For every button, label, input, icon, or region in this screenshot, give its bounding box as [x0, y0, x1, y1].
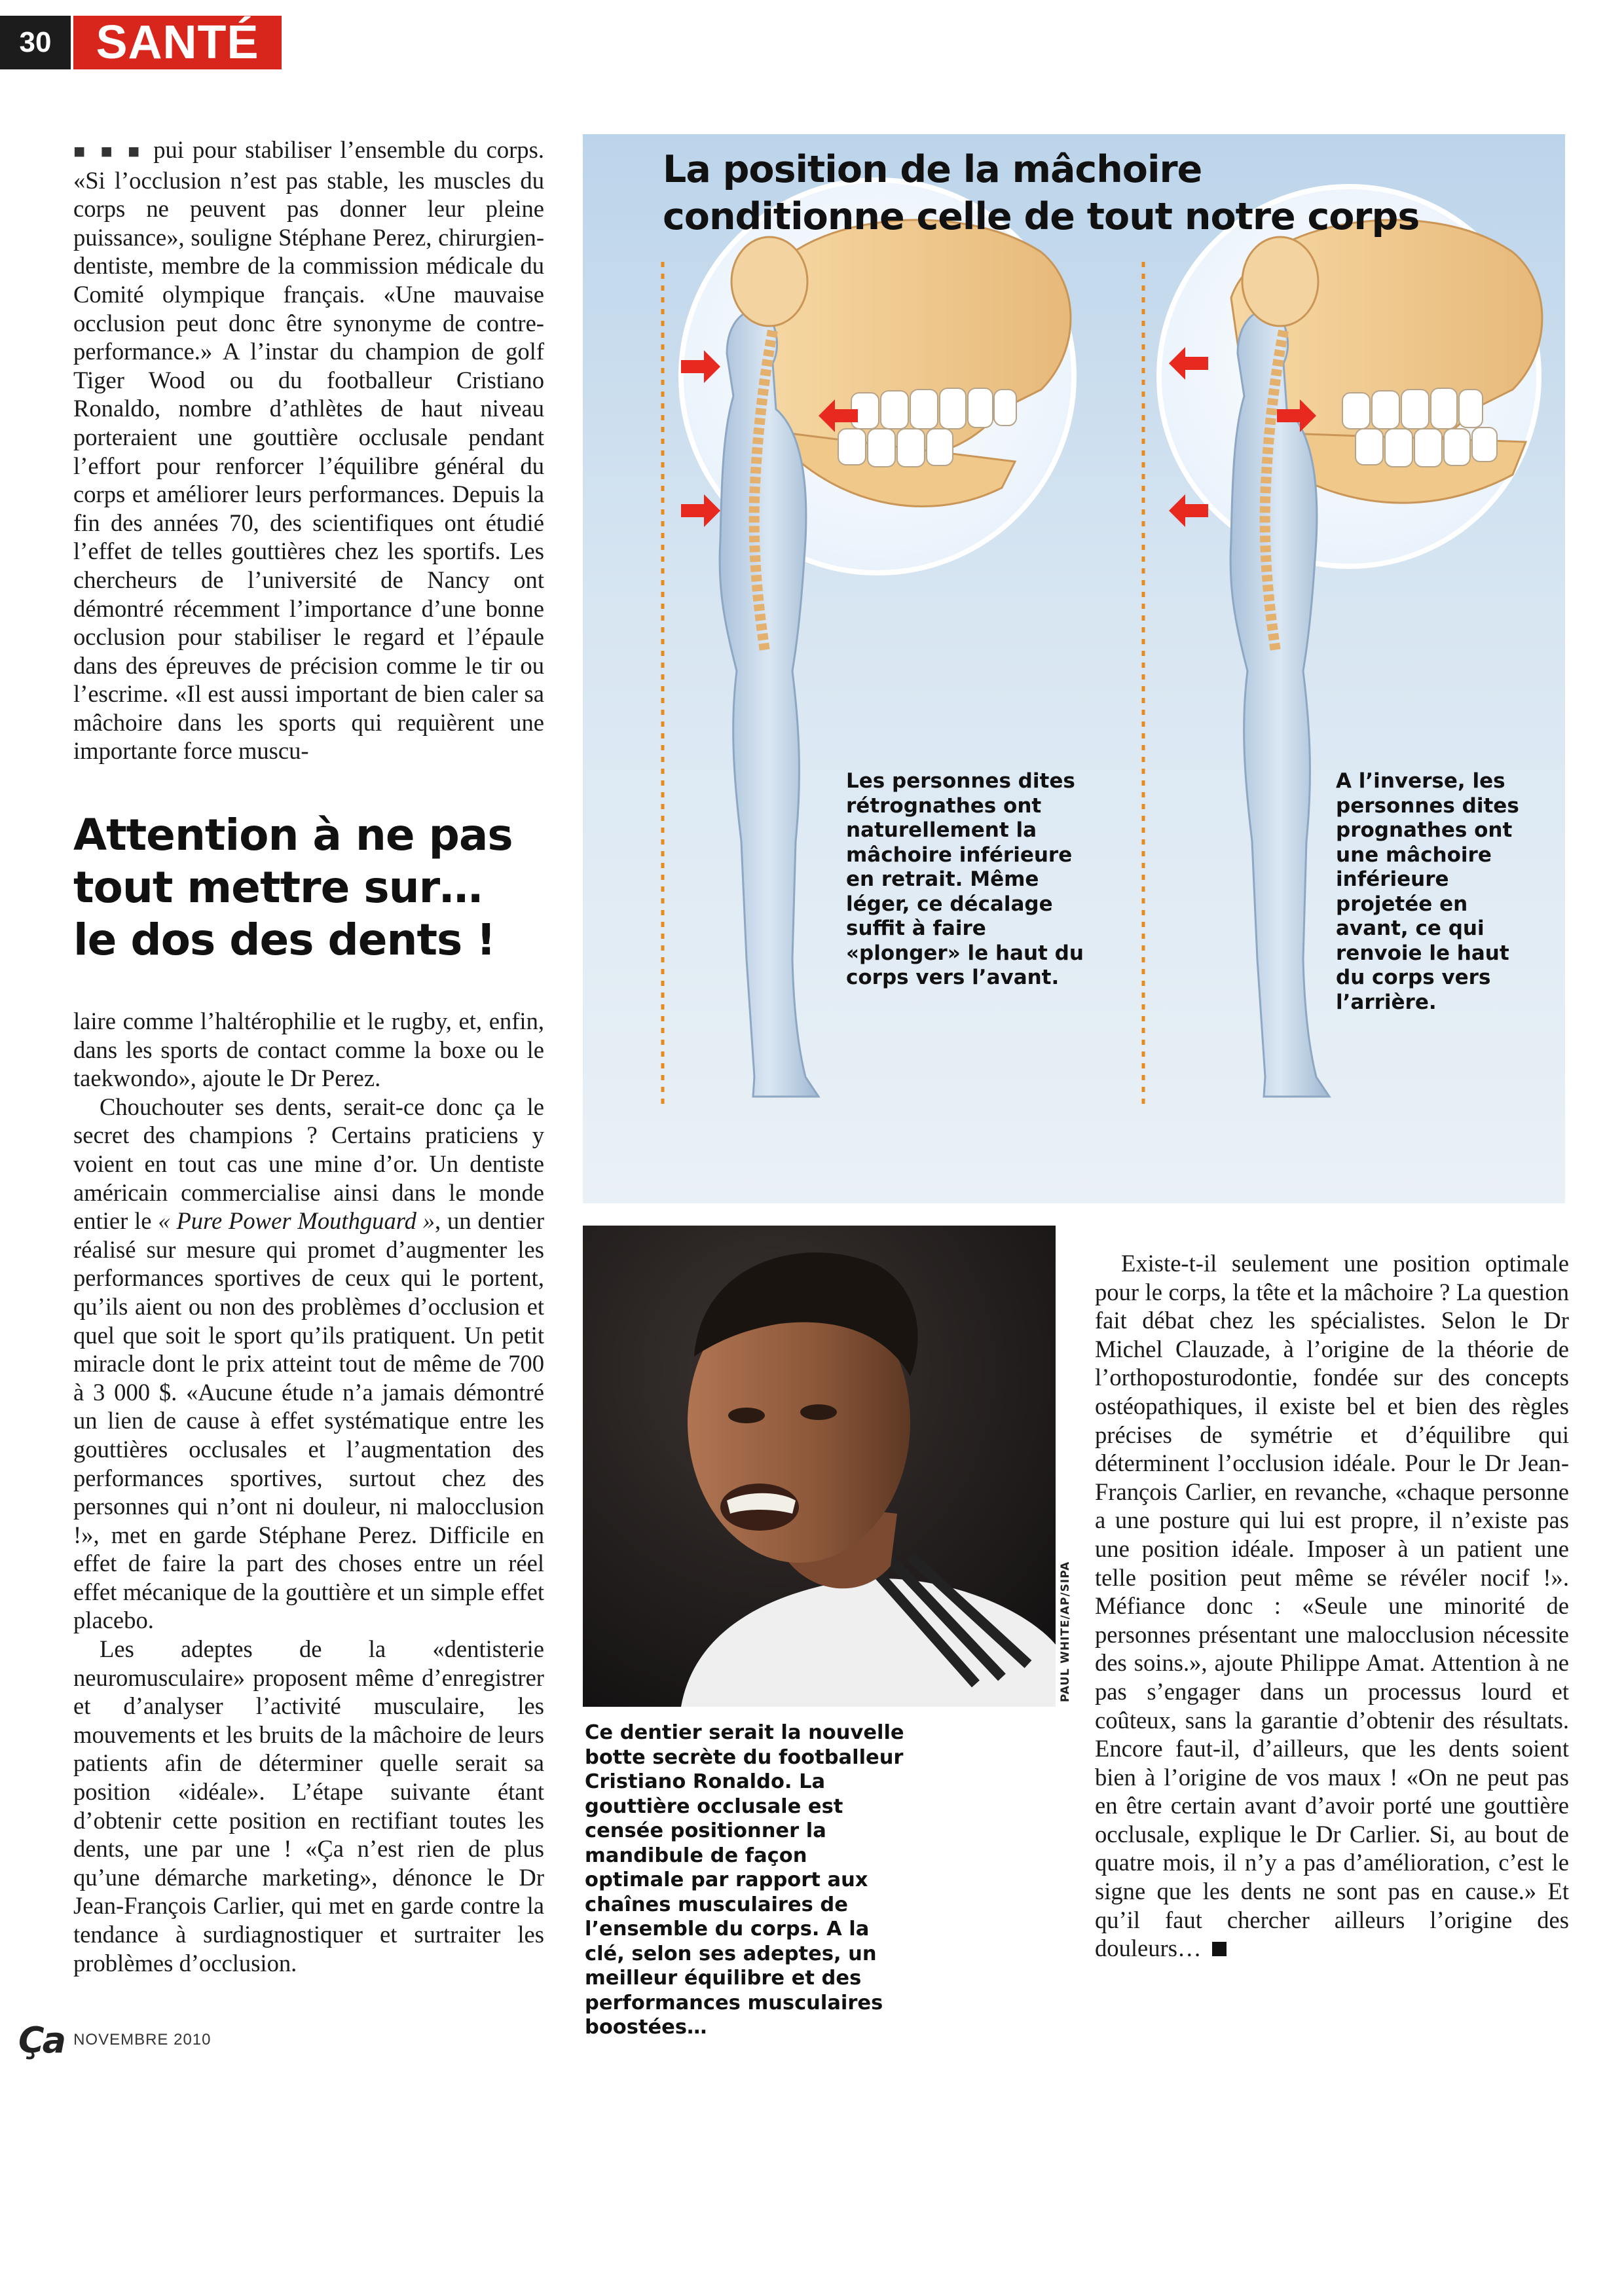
magazine-logo: Ça	[18, 2019, 65, 2061]
product-name: « Pure Power Mouthguard »	[158, 1207, 435, 1235]
infographic	[583, 134, 1565, 1203]
headline	[73, 809, 551, 966]
posture-illustration	[583, 134, 1565, 1203]
end-mark	[1212, 1942, 1227, 1956]
headline-line-1: Attention à ne pas	[73, 810, 513, 860]
continuation-squares: ■ ■ ■	[73, 141, 145, 162]
column-left-top	[73, 136, 544, 765]
section-title: SANTÉ	[73, 16, 282, 69]
column-left-bottom	[73, 1007, 544, 1977]
paragraph-mouthguard-text-a: Chouchouter ses dents, serait-ce donc ça le secret des champions ? Certains praticiens y voient en tout cas une mine d’or. Un dentiste américain commercialise ainsi dans le monde entier le	[73, 1093, 544, 1235]
infographic-title-line-1: La position de la mâchoire	[663, 148, 1202, 191]
intro-text: pui pour stabiliser l’ensemble du corps. «Si l’occlusion n’est pas stable, les muscles du corps ne peuvent pas donner leur pleine puissance», souligne Stéphane Perez, chirurgien-dentiste, membre de la commission médicale du Comité olympique français. «Une mauvaise occlusion peut donc être synonyme de contre-performance.» A l’instar du champion de golf Tiger Wood ou du footballeur Cristiano Ronaldo, nombre d’athlètes de haut niveau porteraient une gouttière occlusale pendant l’effort pour renforcer l’équilibre général du corps et améliorer leurs performances. Depuis la fin des années 70, des scientifiques ont étudié l’effet de telles gouttières chez les sportifs. Les chercheurs de l’université de Nancy ont démontré récemment l’importance d’une bonne occlusion pour stabiliser le regard et l’épaule dans des épreuves de précision comme le tir ou l’escrime. «Il est aussi important de bien caler sa mâchoire dans les sports qui requièrent une importante force muscu-	[73, 136, 544, 765]
arrow-forward-chest-left	[681, 494, 720, 527]
caption-prognathic: A l’inverse, les personnes dites prognathes ont une mâchoire inférieure projetée en avant, ce qui renvoie le haut du corps vers l’arrière.	[1336, 769, 1519, 1014]
paragraph-neuromuscular: Les adeptes de la «dentisterie neuromusculaire» proposent même d’enregistrer et d’analyser l’activité musculaire, les mouvements et les bruits de la mâchoire de leurs patients afin de déterminer quelle serait sa position «idéale». L’étape suivante étant d’obtenir cette position en rectifiant toutes les dents, une par une ! «Ça n’est rien de plus qu’une démarche marketing», dénonce le Dr Jean-François Carlier, qui met en garde contre la tendance à surdiagnostiquer et surtraiter les problèmes d’occlusion.	[73, 1635, 544, 1977]
paragraph-perez: laire comme l’haltérophilie et le rugby, et, enfin, dans les sports de contact comme la boxe ou le taekwondo», ajoute le Dr Perez.	[73, 1008, 544, 1092]
column-right	[1095, 1249, 1569, 1963]
photo-caption: Ce dentier serait la nouvelle botte secrète du footballeur Cristiano Ronaldo. La gouttière occlusale est censée positionner la mandibule de façon optimale par rapport aux chaînes musculaires de l’ensemble du corps. A la clé, selon ses adeptes, un meilleur équilibre et des performances musculaires boostées…	[585, 1721, 904, 2039]
conclusion-paragraph	[1095, 1249, 1569, 1963]
infographic-title-line-2: conditionne celle de tout notre corps	[663, 195, 1420, 238]
caption-retrognathic: Les personnes dites rétrognathes ont naturellement la mâchoire inférieure en retrait. Même léger, ce décalage suffit à faire «plonger» le haut du corps vers l’avant.	[846, 769, 1084, 989]
headline-line-2: tout mettre sur…	[73, 862, 483, 913]
player-illustration	[583, 1226, 1056, 1707]
conclusion-text: Existe-t-il seulement une position optimale pour le corps, la tête et la mâchoire ? La question fait débat chez les spécialistes. Selon le Dr Michel Clauzade, à l’origine de la théorie de l’orthoposturodontie, fondée sur des concepts ostéopathiques, il existe bel et bien des règles précises de symétrie et d’équilibre qui déterminent l’occlusion idéale. Pour le Dr Jean-François Carlier, en revanche, «chaque personne a une posture qui lui est propre, il n’existe pas une position idéale. Imposer à un patient une telle position peut même se révéler nocif !». Méfiance donc : «Seule une minorité de personnes présentant une malocclusion nécessite des soins.», ajoute Philippe Amat. Attention à ne pas s’engager dans un processus lourd et coûteux, sans la garantie d’obtenir des résultats. Encore faut-il, d’ailleurs, que les dents soient bien à l’origine de vos maux ! «On ne peut pas en être certain avant d’avoir porté une gouttière occlusale, explique le Dr Carlier. Si, au bout de quatre mois, il n’y a pas d’amélioration, c’est le signe que les dents ne sont pas en cause.» Et qu’il faut chercher ailleurs l’origine des douleurs…	[1095, 1250, 1569, 1962]
teeth-right	[1342, 388, 1497, 467]
paragraph-mouthguard	[73, 1093, 544, 1635]
head-right	[1242, 237, 1318, 326]
footer	[18, 2020, 212, 2060]
headline-line-3: le dos des dents !	[73, 915, 496, 965]
paragraph-mouthguard-text-b: , un dentier réalisé sur mesure qui promet d’augmenter les performances sportives de ceux qui le portent, qu’ils aient ou non des problèmes d’occlusion et quel que soit le sport qu’ils pratiquent. Un petit miracle dont le prix atteint tout de même de 700 à 3 000 $. «Aucune étude n’a jamais démontré un lien de cause à effet systématique entre les gouttières occlusales et l’augmentation des performances sportives, surtout chez des personnes qui n’ont ni douleur, ni malocclusion !», met en garde Stéphane Perez. Difficile en effet de faire la part des choses entre un réel effet mécanique de la gouttière et un simple effet placebo.	[73, 1207, 544, 1634]
head-left	[731, 237, 807, 326]
photo-credit: PAUL WHITE/AP/SIPA	[1059, 1561, 1072, 1702]
infographic-title	[663, 146, 1514, 240]
page-number: 30	[0, 16, 71, 69]
ronaldo-photo	[583, 1226, 1056, 1707]
issue-date: NOVEMBRE 2010	[73, 2031, 212, 2049]
intro-paragraph	[73, 136, 544, 765]
